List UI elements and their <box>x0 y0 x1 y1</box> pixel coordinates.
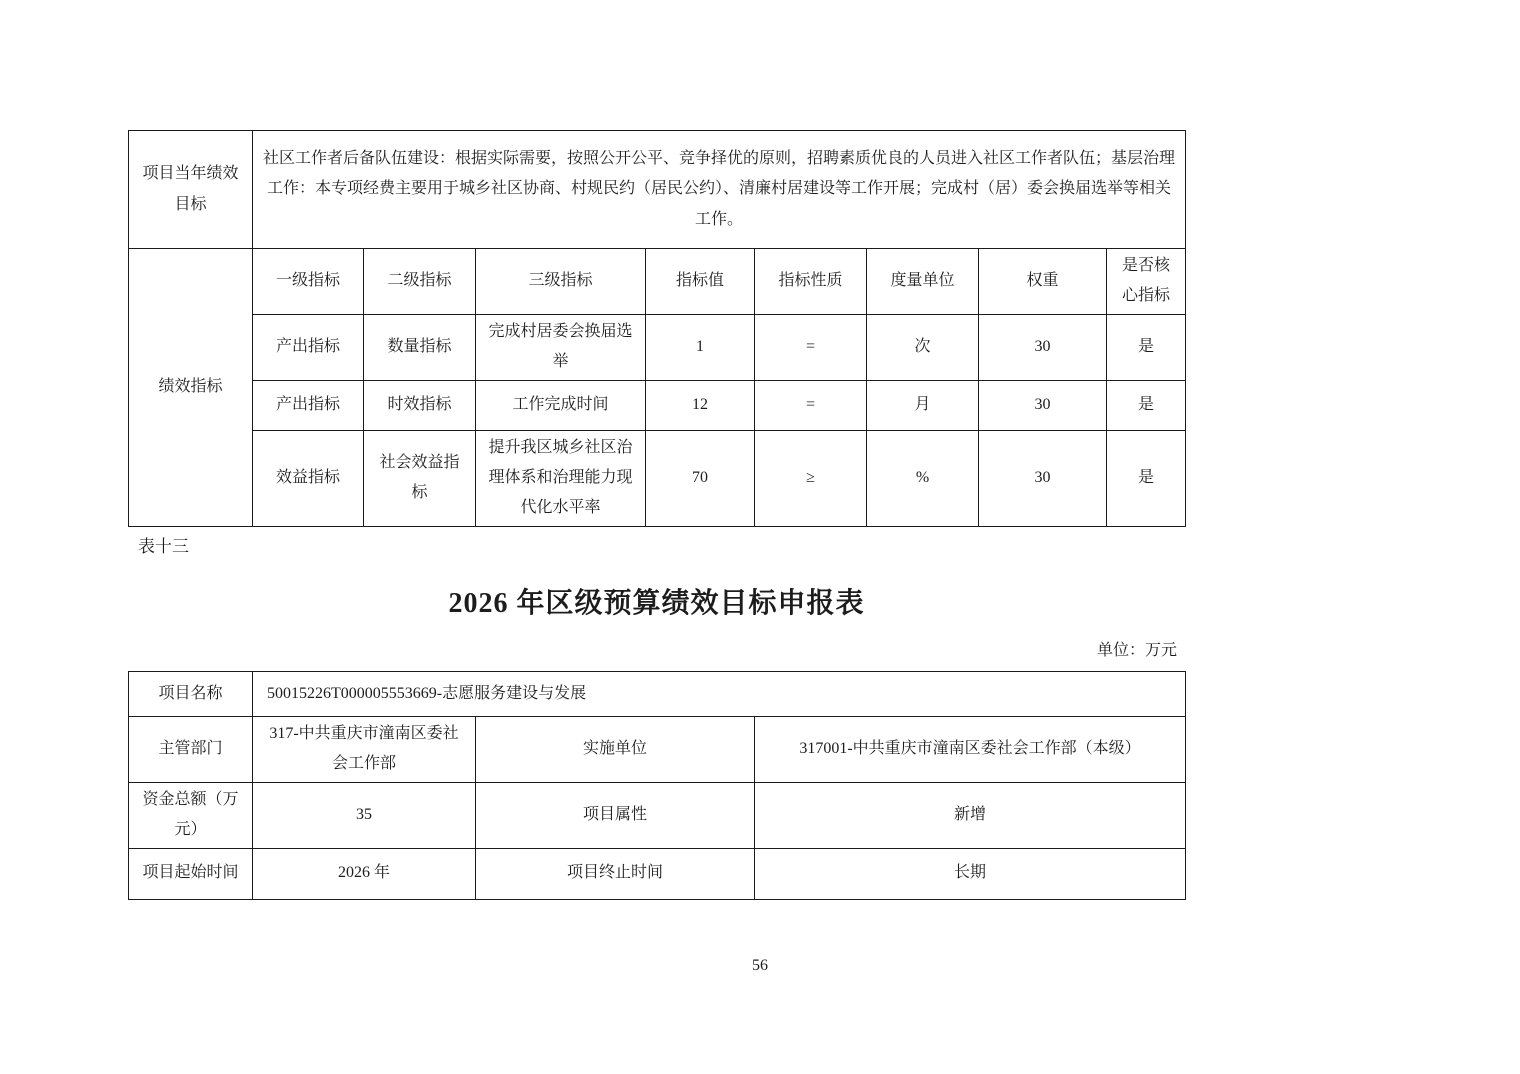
indicator-cell: 月 <box>867 380 979 430</box>
project-attr-value: 新增 <box>755 782 1186 848</box>
indicator-cell: 70 <box>646 430 755 526</box>
goal-text: 社区工作者后备队伍建设：根据实际需要，按照公开公平、竞争择优的原则，招聘素质优良的人员进入社区工作者队伍；基层治理工作：本专项经费主要用于城乡社区协商、村规民约（居民公约）、清廉村居建设等工作开展；完成村（居）委会换届选举等相关工作。 <box>253 131 1186 249</box>
indicator-cell: 时效指标 <box>364 380 476 430</box>
end-time-value: 长期 <box>755 848 1186 899</box>
total-funds-value: 35 <box>253 782 476 848</box>
project-attr-label: 项目属性 <box>476 782 755 848</box>
indicator-cell: 效益指标 <box>253 430 364 526</box>
table-row <box>129 782 1186 848</box>
total-funds-label: 资金总额（万元） <box>129 782 253 848</box>
page-number: 56 <box>752 957 768 974</box>
header-value: 指标值 <box>646 249 755 315</box>
header-level3: 三级指标 <box>476 249 646 315</box>
indicator-cell: 30 <box>979 430 1107 526</box>
indicator-cell: 是 <box>1107 314 1186 380</box>
table-note: 表十三 <box>138 537 189 556</box>
indicator-cell: 完成村居委会换届选举 <box>476 314 646 380</box>
indicator-cell: 次 <box>867 314 979 380</box>
header-core: 是否核心指标 <box>1107 249 1186 315</box>
indicator-cell: 是 <box>1107 430 1186 526</box>
indicator-cell: 产出指标 <box>253 314 364 380</box>
end-time-label: 项目终止时间 <box>476 848 755 899</box>
indicator-cell: ≥ <box>755 430 867 526</box>
indicator-section-label: 绩效指标 <box>129 249 253 527</box>
performance-goal-table <box>128 130 1186 527</box>
indicator-cell: 是 <box>1107 380 1186 430</box>
header-level2: 二级指标 <box>364 249 476 315</box>
indicator-row <box>129 380 1186 430</box>
header-nature: 指标性质 <box>755 249 867 315</box>
header-unit: 度量单位 <box>867 249 979 315</box>
impl-unit-label: 实施单位 <box>476 717 755 783</box>
indicator-cell: 社会效益指标 <box>364 430 476 526</box>
indicator-cell: 1 <box>646 314 755 380</box>
impl-unit-value: 317001-中共重庆市潼南区委社会工作部（本级） <box>755 717 1186 783</box>
goal-row-label: 项目当年绩效目标 <box>129 131 253 249</box>
header-weight: 权重 <box>979 249 1107 315</box>
indicator-cell: = <box>755 314 867 380</box>
indicator-cell: % <box>867 430 979 526</box>
indicator-cell: 30 <box>979 314 1107 380</box>
dept-label: 主管部门 <box>129 717 253 783</box>
indicator-cell: 数量指标 <box>364 314 476 380</box>
indicator-cell: 30 <box>979 380 1107 430</box>
goal-row <box>129 131 1186 249</box>
table-row <box>129 672 1186 717</box>
indicator-cell: = <box>755 380 867 430</box>
unit-label: 单位：万元 <box>1096 642 1177 659</box>
indicator-header-row <box>129 249 1186 315</box>
indicator-row <box>129 314 1186 380</box>
start-time-label: 项目起始时间 <box>129 848 253 899</box>
indicator-cell: 产出指标 <box>253 380 364 430</box>
indicator-cell: 提升我区城乡社区治理体系和治理能力现代化水平率 <box>476 430 646 526</box>
project-name-label: 项目名称 <box>129 672 253 717</box>
indicator-cell: 工作完成时间 <box>476 380 646 430</box>
table-row <box>129 717 1186 783</box>
header-level1: 一级指标 <box>253 249 364 315</box>
project-name-value: 50015226T000005553669-志愿服务建设与发展 <box>253 672 1186 717</box>
indicator-row <box>129 430 1186 526</box>
start-time-value: 2026 年 <box>253 848 476 899</box>
table-row <box>129 848 1186 899</box>
indicator-cell: 12 <box>646 380 755 430</box>
project-declaration-table <box>128 671 1186 900</box>
page-title: 2026 年区级预算绩效目标申报表 <box>448 588 865 619</box>
dept-value: 317-中共重庆市潼南区委社会工作部 <box>253 717 476 783</box>
